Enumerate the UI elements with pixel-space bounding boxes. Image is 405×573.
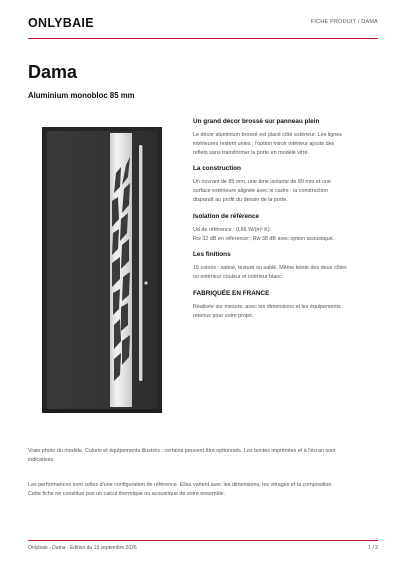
brand-logo: ONLYBAIE [28, 16, 94, 30]
product-title: Dama [28, 62, 78, 82]
section-finitions [193, 251, 378, 282]
footer-edition: Onlybaie - Dama - Édition du 13 septembre 2026 [28, 545, 137, 551]
section-isolation [193, 213, 378, 244]
page-number: 1 / 2 [368, 545, 378, 551]
lock-cylinder [144, 281, 147, 284]
section-made-in-france [193, 290, 378, 321]
section-heading: La construction [193, 165, 241, 173]
section-text: Ud de référence : 0,66 W/(m² K). Rw 32 dB en référence ; Rw 38 dB avec option acoustique. [193, 226, 335, 242]
section-decor [193, 118, 378, 157]
document-type-label: FICHE PRODUIT / DAMA [310, 19, 378, 25]
performance-disclaimer: Les performances sont celles d'une configuration de référence. Elles varient avec les dimensions, les vitrages et la composition. Cette fiche ne constitue pas un calcul thermique ou acoustique de votre ensemble. [28, 482, 333, 497]
section-heading: Un grand décor brossé sur panneau plein [193, 118, 320, 125]
description-column [193, 118, 378, 329]
section-heading: Isolation de référence [193, 212, 260, 220]
page-header [28, 14, 378, 39]
photo-disclaimer: Vraie photo du modèle. Coloris et équipements illustrés : certains peuvent être optionnels. Les teintes imprimées et à l'écran sont indicatives. [28, 448, 336, 463]
section-construction [193, 165, 378, 204]
section-text: Un ouvrant de 85 mm, une âme isolante de 89 mm et une surface extérieure alignée avec le cadre : la construction disparaît au profit du dessin de la porte. [193, 179, 331, 203]
handle-shadow [143, 145, 144, 381]
door-photo [42, 127, 162, 413]
bar-handle [139, 145, 143, 381]
section-text: Le décor aluminium brossé est placé côté extérieur. Les lignes intérieures restent unies ; l'option miroir intérieur ajoute des reflets sans transformer la porte en modèle vitré. [193, 132, 342, 156]
section-text: 15 coloris : satiné, texturé ou sablé. Même teinte des deux côtés ou extérieur couleur et intérieur blanc. [193, 265, 347, 281]
section-text: Réalisée sur mesure, avec les dimensions et les équipements retenus pour votre projet. [193, 303, 341, 319]
section-heading: FABRIQUÉE EN FRANCE [193, 289, 270, 297]
product-subtitle: Aluminium monobloc 85 mm [28, 91, 135, 100]
threshold [42, 409, 162, 413]
footer-divider [28, 540, 378, 541]
section-heading: Les finitions [193, 251, 231, 259]
